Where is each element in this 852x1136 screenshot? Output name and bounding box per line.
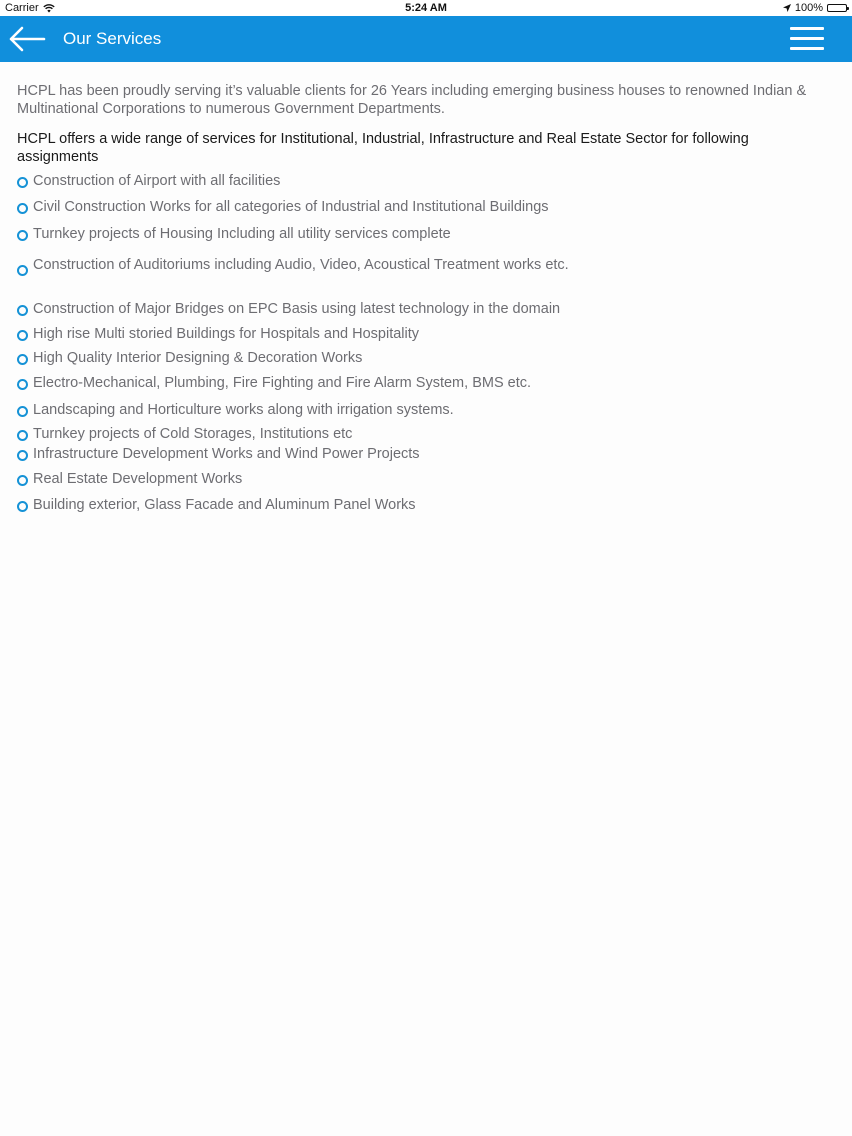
service-label: Landscaping and Horticulture works along with irrigation systems. bbox=[33, 402, 454, 418]
service-item bbox=[17, 256, 835, 278]
intro-text: HCPL has been proudly serving it’s valuable clients for 26 Years including emerging business houses to renowned Indian & Multinational Corporations to numerous Government Departments. bbox=[17, 83, 807, 117]
service-item bbox=[17, 225, 835, 243]
services-heading: HCPL offers a wide range of services for Institutional, Industrial, Infrastructure and Real Estate Sector for following assignments bbox=[17, 131, 749, 165]
service-label: Building exterior, Glass Facade and Aluminum Panel Works bbox=[33, 497, 416, 513]
hamburger-icon-line-1 bbox=[790, 27, 824, 30]
service-label: Civil Construction Works for all categories of Industrial and Institutional Buildings bbox=[33, 199, 549, 215]
service-item bbox=[17, 300, 835, 318]
service-label: Turnkey projects of Housing Including all utility services complete bbox=[33, 226, 451, 242]
back-arrow-icon bbox=[8, 25, 46, 53]
content bbox=[0, 82, 852, 514]
battery-percent: 100% bbox=[794, 2, 823, 14]
back-button[interactable] bbox=[8, 25, 48, 53]
bullet-icon bbox=[17, 379, 28, 390]
service-label: Construction of Auditoriums including Audio, Video, Acoustical Treatment works etc. bbox=[33, 257, 569, 273]
service-label: High Quality Interior Designing & Decoration Works bbox=[33, 350, 363, 366]
bullet-icon bbox=[17, 177, 28, 188]
bullet-icon bbox=[17, 265, 28, 276]
menu-button[interactable] bbox=[790, 27, 824, 51]
service-item bbox=[17, 470, 835, 488]
service-label: Infrastructure Development Works and Wind Power Projects bbox=[33, 446, 420, 462]
bullet-icon bbox=[17, 406, 28, 417]
service-item bbox=[17, 401, 835, 419]
bullet-icon bbox=[17, 330, 28, 341]
location-arrow-icon bbox=[783, 4, 791, 12]
service-item bbox=[17, 445, 835, 463]
battery-icon bbox=[827, 4, 847, 12]
service-label: Construction of Airport with all facilities bbox=[33, 173, 281, 189]
service-item bbox=[17, 198, 835, 216]
hamburger-icon-line-2 bbox=[790, 37, 824, 40]
bullet-icon bbox=[17, 230, 28, 241]
service-label: High rise Multi storied Buildings for Hospitals and Hospitality bbox=[33, 326, 420, 342]
nav-bar bbox=[0, 16, 852, 62]
service-item bbox=[17, 325, 835, 343]
bullet-icon bbox=[17, 430, 28, 441]
carrier-label: Carrier bbox=[5, 2, 39, 14]
bullet-icon bbox=[17, 203, 28, 214]
service-item bbox=[17, 425, 835, 443]
bullet-icon bbox=[17, 354, 28, 365]
bullet-icon bbox=[17, 475, 28, 486]
hamburger-icon-line-3 bbox=[790, 47, 824, 50]
service-list bbox=[17, 172, 835, 514]
page-title: Our Services bbox=[63, 29, 162, 48]
service-label: Turnkey projects of Cold Storages, Institutions etc bbox=[33, 426, 353, 442]
status-time: 5:24 AM bbox=[405, 2, 447, 14]
bullet-icon bbox=[17, 501, 28, 512]
bullet-icon bbox=[17, 305, 28, 316]
status-bar bbox=[0, 0, 852, 16]
bullet-icon bbox=[17, 450, 28, 461]
service-label: Real Estate Development Works bbox=[33, 471, 243, 487]
service-item bbox=[17, 172, 835, 190]
service-item bbox=[17, 349, 835, 367]
service-label: Electro-Mechanical, Plumbing, Fire Fighting and Fire Alarm System, BMS etc. bbox=[33, 375, 532, 391]
service-label: Construction of Major Bridges on EPC Basis using latest technology in the domain bbox=[33, 301, 561, 317]
service-item bbox=[17, 374, 835, 392]
service-item bbox=[17, 496, 835, 514]
status-right bbox=[783, 0, 847, 16]
